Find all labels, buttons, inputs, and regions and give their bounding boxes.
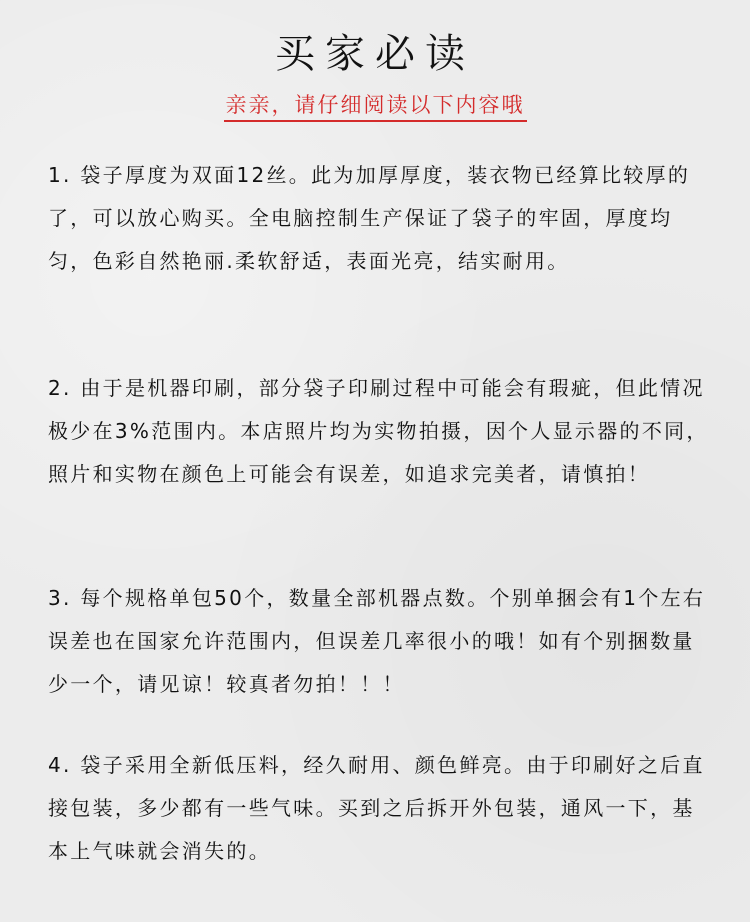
notice-item-3: 3. 每个规格单包50个，数量全部机器点数。个别单捆会有1个左右误差也在国家允许范围内，但误差几率很小的哦！如有个别捆数量少一个，请见谅！较真者勿拍！！！: [48, 586, 706, 696]
subtitle-wrap: [0, 92, 750, 122]
page-title: 买家必读: [275, 31, 475, 77]
notice-item-1: 1. 袋子厚度为双面12丝。此为加厚厚度，装衣物已经算比较厚的了，可以放心购买。全电脑控制生产保证了袋子的牢固，厚度均匀，色彩自然艳丽.柔软舒适，表面光亮，结实耐用。: [48, 163, 691, 273]
notice-item-4: 4. 袋子采用全新低压料，经久耐用、颜色鲜亮。由于印刷好之后直接包装，多少都有一些气味。买到之后拆开外包装，通风一下，基本上气味就会消失的。: [48, 753, 705, 863]
page-subtitle: 亲亲，请仔细阅读以下内容哦: [224, 92, 527, 122]
notice-item-2: 2. 由于是机器印刷，部分袋子印刷过程中可能会有瑕疵，但此情况极少在3%范围内。本店照片均为实物拍摄，因个人显示器的不同，照片和实物在颜色上可能会有误差，如追求完美者，请慎拍！: [48, 376, 709, 486]
